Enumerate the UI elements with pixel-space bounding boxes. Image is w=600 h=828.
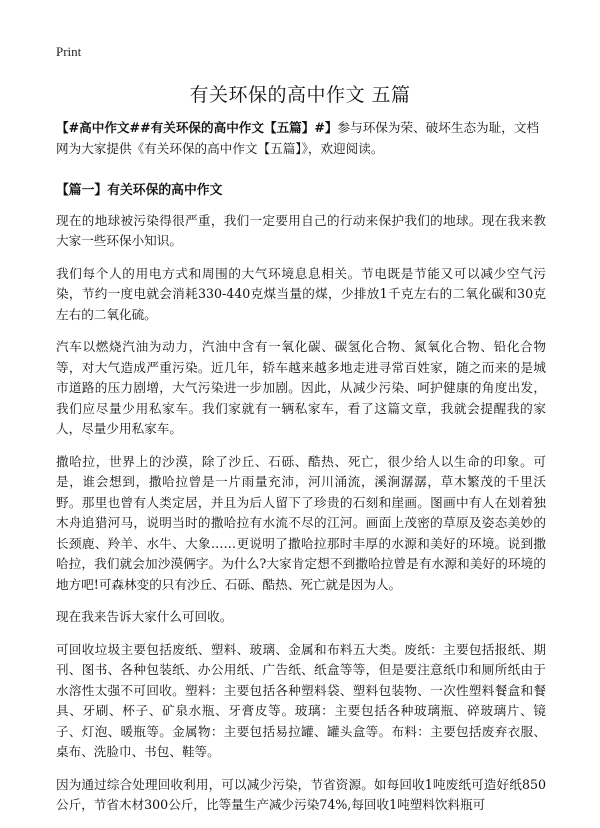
document-title: 有关环保的高中作文 五篇 bbox=[189, 84, 411, 106]
paragraph: 现在我来告诉大家什么可回收。 bbox=[56, 609, 233, 624]
paragraph: 现在的地球被污染得很严重，我们一定要用自己的行动来保护我们的地球。现在我来教大家一些环保小知识。 bbox=[56, 212, 546, 248]
document-body bbox=[56, 118, 546, 828]
paragraph: 汽车以燃烧汽油为动力，汽油中含有一氧化碳、碳氢化合物、氮氧化合物、铅化合物等，对大气造成严重污染。近几年，轿车越来越多地走进寻常百姓家，随之而来的是城市道路的压力剧增，大气污染进一步加剧。因此，从减少污染、呵护健康的角度出发，我们应尽量少用私家车。我们家就有一辆私家车，看了这篇文章，我就会提醒我的家人，尽量少用私家车。 bbox=[56, 339, 546, 436]
paragraph: 可回收垃圾主要包括废纸、塑料、玻璃、金属和布料五大类。废纸：主要包括报纸、期刊、图书、各种包装纸、办公用纸、广告纸、纸盒等等，但是要注意纸巾和厕所纸由于水溶性太强不可回收。塑料：主要包括各种塑料袋、塑料包装物、一次性塑料餐盒和餐具、牙刷、杯子、矿泉水瓶、牙膏皮等。玻璃：主要包括各种玻璃瓶、碎玻璃片、镜子、灯泡、暖瓶等。金属物：主要包括易拉罐、罐头盒等。布料：主要包括废弃衣服、桌布、洗脸巾、书包、鞋等。 bbox=[56, 641, 546, 759]
intro-paragraph bbox=[56, 118, 546, 159]
section-heading: 【篇一】有关环保的高中作文 bbox=[56, 183, 223, 198]
print-label: Print bbox=[56, 44, 82, 59]
intro-bold-tags: 【#高中作文##有关环保的高中作文【五篇】#】 bbox=[56, 120, 338, 135]
paragraph: 因为通过综合处理回收利用，可以减少污染，节省资源。如每回收1吨废纸可造好纸850公斤，节省木材300公斤，比等量生产减少污染74%,每回收1吨塑料饮料瓶可 bbox=[56, 776, 546, 812]
paragraph: 我们每个人的用电方式和周围的大气环境息息相关。节电既是节能又可以减少空气污染，节约一度电就会消耗330-440克煤当量的煤，少排放1千克左右的二氧化碳和30克左右的二氧化硫。 bbox=[56, 265, 546, 322]
intro-text: 参与环保为荣、破坏生态为耻，文档网为大家提供《有关环保的高中作文【五篇】》，欢迎阅读。 bbox=[56, 120, 539, 156]
paragraph: 撒哈拉，世界上的沙漠，除了沙丘、石砾、酷热、死亡，很少给人以生命的印象。可是，谁会想到，撒哈拉曾是一片雨量充沛，河川涌流，溪涧潺潺，草木繁茂的千里沃野。那里也曾有人类定居，并且为后人留下了珍贵的石刻和崖画。图画中有人在划着独木舟追猎河马，说明当时的撒哈拉有水流不尽的江河。画面上茂密的草原及姿态美妙的长颈鹿、羚羊、水牛、大象……更说明了撒哈拉那时丰厚的水源和美好的环境。说到撒哈拉，我们就会加沙漠俩字。为什么?大家肯定想不到撒哈拉曾是有水源和美好的环境的地方吧!可森林变的只有沙丘、石砾、酷热、死亡就是因为人。 bbox=[56, 453, 546, 592]
